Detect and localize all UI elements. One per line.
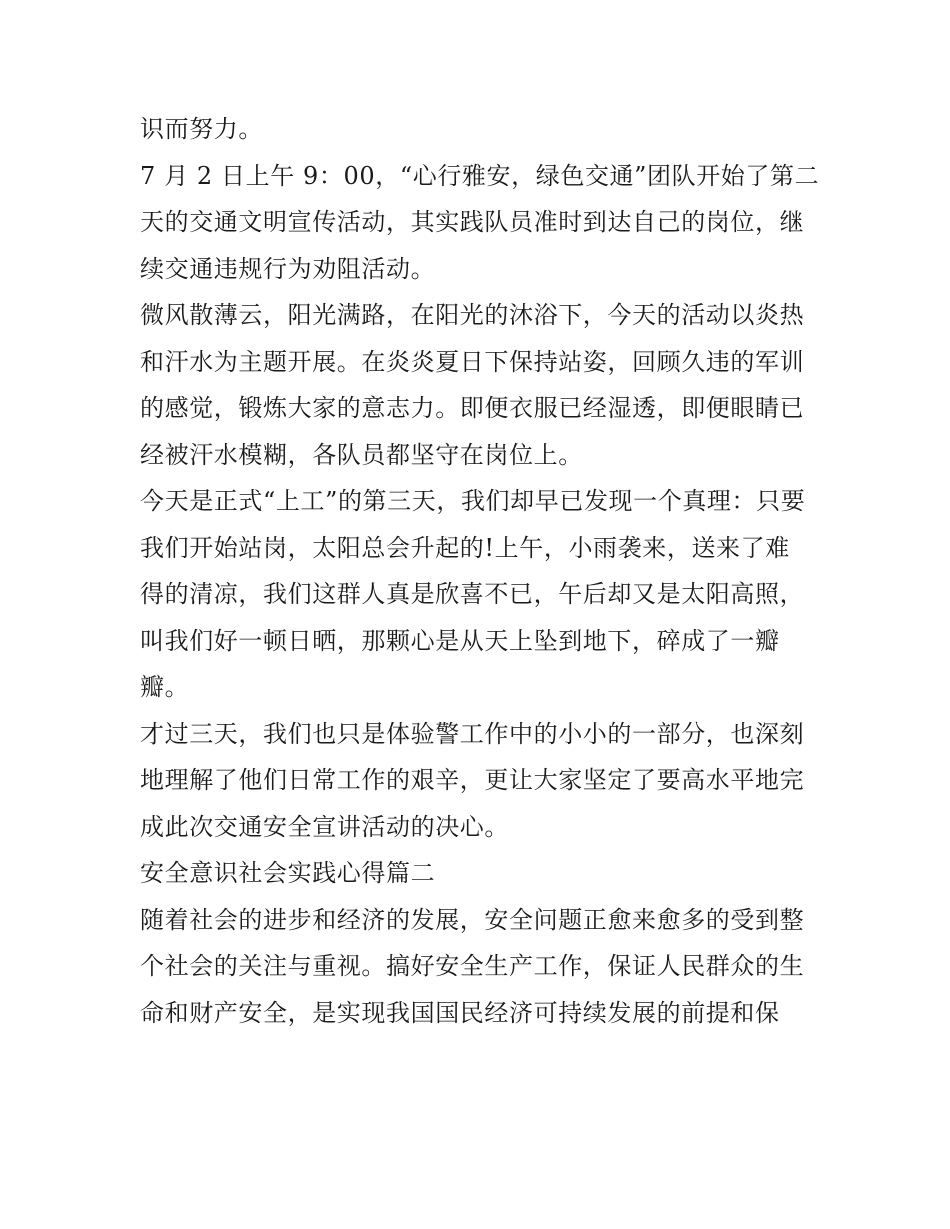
text-line: 成此次交通安全宣讲活动的决心。	[140, 812, 509, 841]
text-line: 和汗水为主题开展。在炎炎夏日下保持站姿，回顾久违的军训	[140, 347, 805, 376]
text-line: 天的交通文明宣传活动，其实践队员准时到达自己的岗位，继	[140, 208, 805, 236]
text-line: 命和财产安全，是实现我国国民经济可持续发展的前提和保	[140, 998, 780, 1027]
text-line: 经被汗水模糊，各队员都坚守在岗位上。	[140, 440, 583, 469]
text-line: 瓣。	[140, 673, 190, 701]
text-line: 我们开始站岗，太阳总会升起的!上午，小雨袭来，送来了难	[140, 533, 790, 562]
text-line: 地理解了他们日常工作的艰辛，更让大家坚定了要高水平地完	[140, 766, 805, 794]
text-line: 识而努力。	[140, 115, 263, 143]
text-line: 得的清凉，我们这群人真是欣喜不已，午后却又是太阳高照，	[140, 580, 805, 608]
text-line: 才过三天，我们也只是体验警工作中的小小的一部分，也深刻	[140, 719, 805, 748]
text-line: 的感觉，锻炼大家的意志力。即便衣服已经湿透，即便眼睛已	[140, 394, 805, 422]
document-body	[140, 106, 820, 1036]
text-line: 今天是正式“上工”的第三天，我们却早已发现一个真理：只要	[140, 487, 806, 515]
section-heading: 安全意识社会实践心得篇二	[140, 859, 436, 887]
text-line: 随着社会的进步和经济的发展，安全问题正愈来愈多的受到整	[140, 905, 805, 934]
text-line: 个社会的关注与重视。搞好安全生产工作，保证人民群众的生	[140, 952, 805, 980]
text-line: 微风散薄云，阳光满路，在阳光的沐浴下，今天的活动以炎热	[140, 301, 805, 329]
text-line: 7 月 2 日上午 9：00，“心行雅安，绿色交通”团队开始了第二	[140, 161, 820, 190]
text-line: 叫我们好一顿日晒，那颗心是从天上坠到地下，碎成了一瓣	[140, 626, 780, 655]
text-line: 续交通违规行为劝阻活动。	[140, 254, 436, 283]
